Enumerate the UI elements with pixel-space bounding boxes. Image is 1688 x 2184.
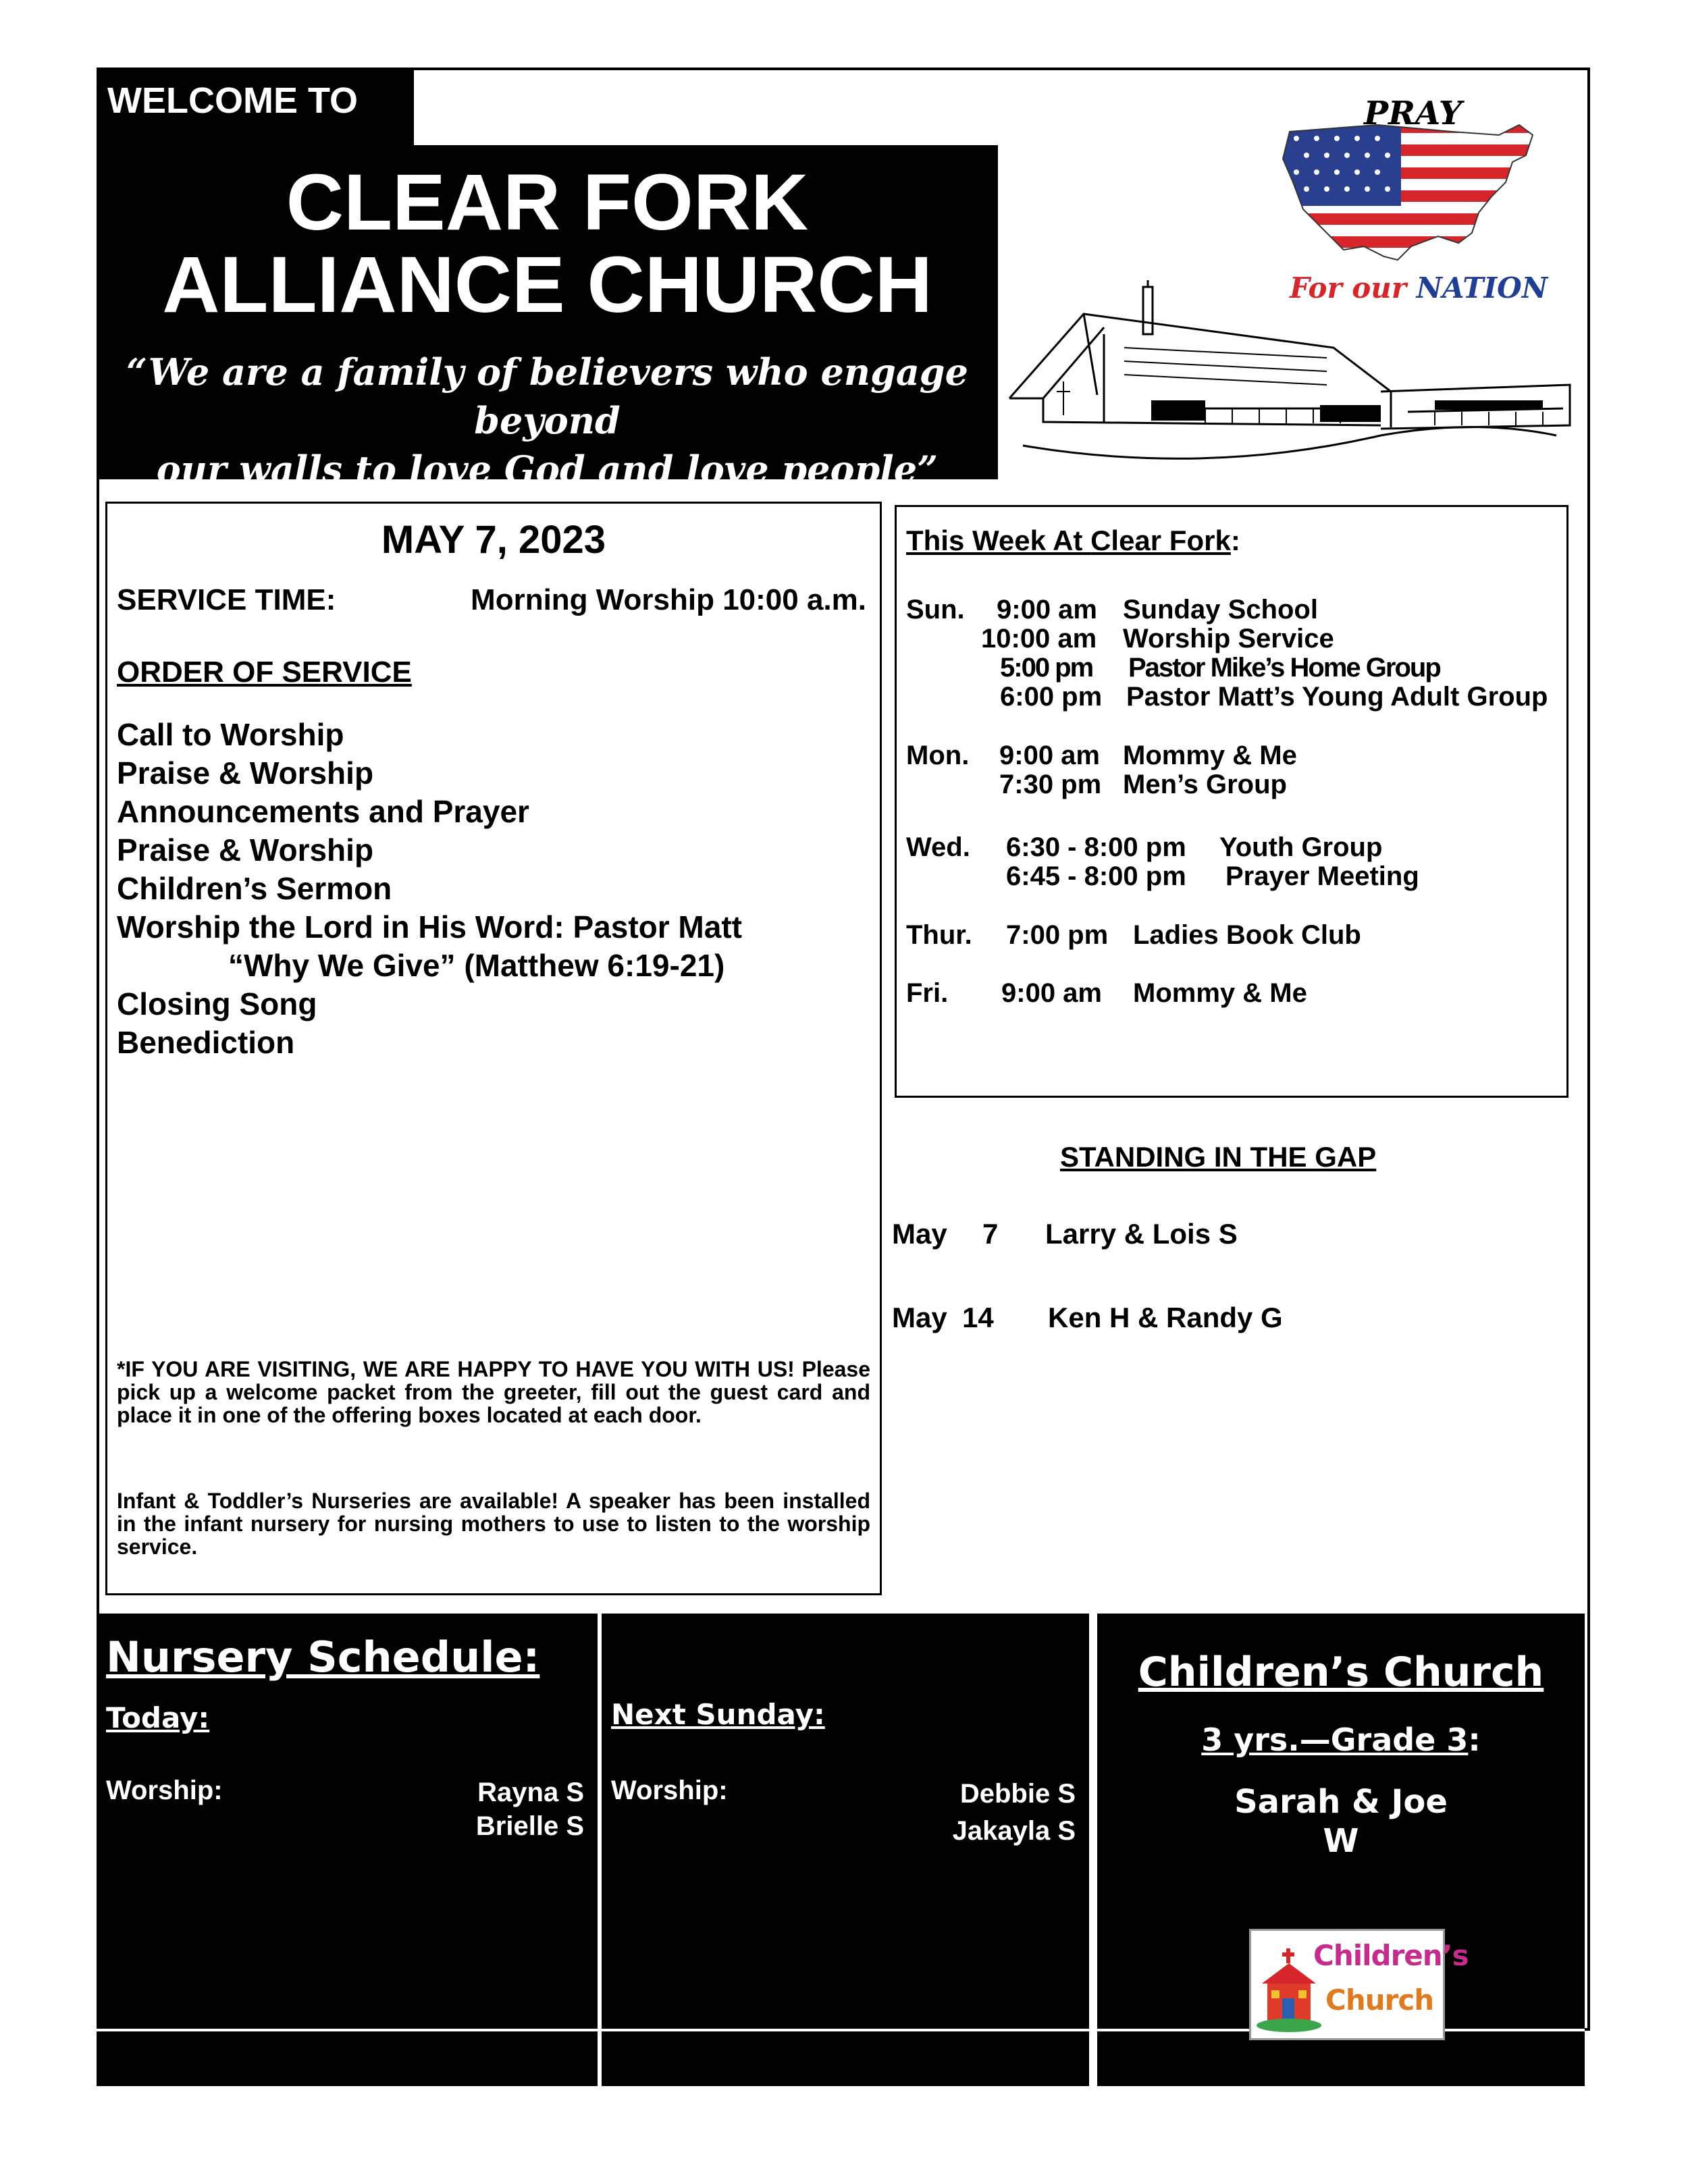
schedule-time: 9:00 am [999, 741, 1100, 770]
gap-day: 7 [982, 1218, 999, 1250]
schedule-event: Pastor Matt’s Young Adult Group [1126, 682, 1548, 712]
list-item: Closing Song [117, 986, 317, 1021]
service-time [117, 583, 870, 617]
childrens-church-leaders: Sarah & Joe W [1234, 1783, 1448, 1860]
schedule-day: Mon. [906, 741, 970, 770]
for-our-nation-text: For our NATION [1290, 271, 1548, 304]
next-sunday-label: Next Sunday: [611, 1698, 825, 1731]
schedule-time: 5:00 pm [1000, 653, 1093, 683]
schedule-event: Mommy & Me [1123, 741, 1297, 770]
pray-text: PRAY [1364, 95, 1462, 132]
list-item: Benediction [117, 1025, 295, 1060]
divider [1089, 1614, 1097, 2086]
schedule-time: 6:00 pm [1000, 682, 1103, 712]
order-of-service-list [117, 716, 742, 1062]
list-item: Announcements and Prayer [117, 794, 529, 829]
schedule-day: Sun. [906, 595, 965, 624]
list-item: Worship the Lord in His Word: Pastor Matt [117, 909, 742, 944]
order-of-service-heading: ORDER OF SERVICE [117, 656, 412, 689]
divider [598, 1614, 602, 2086]
schedule-event: Prayer Meeting [1225, 861, 1419, 891]
list-item: “Why We Give” (Matthew 6:19-21) [228, 948, 725, 983]
list-item: Praise & Worship [117, 832, 374, 868]
schoolhouse-icon [1255, 1936, 1323, 2037]
schedule-time: 6:45 - 8:00 pm [1006, 861, 1186, 891]
today-workers: Rayna S Brielle S [475, 1778, 584, 1841]
logo-word-church: Church [1325, 1983, 1434, 2017]
church-name: CLEAR FORK ALLIANCE CHURCH [162, 158, 932, 329]
schedule-event: Worship Service [1123, 624, 1334, 654]
schedule-time: 9:00 am [1001, 978, 1102, 1008]
this-week-panel [895, 505, 1568, 1098]
childrens-church-logo [1249, 1929, 1469, 2040]
schedule-day: Wed. [906, 832, 970, 862]
schedule-event: Ladies Book Club [1133, 920, 1361, 950]
nursery-note: Infant & Toddler’s Nurseries are available! A speaker has been installed in the infant nursery for nursing mothers to use to listen to the worship service. [117, 1489, 870, 1559]
childrens-church-grades: 3 yrs.—Grade 3: [1201, 1722, 1481, 1758]
schedule-time: 7:30 pm [999, 770, 1102, 799]
list-item: Call to Worship [117, 717, 344, 752]
schedule-event: Mommy & Me [1133, 978, 1307, 1008]
schedule-day: Thur. [906, 920, 972, 950]
schedule-event: Youth Group [1219, 832, 1383, 862]
visitor-note: *IF YOU ARE VISITING, WE ARE HAPPY TO HAVE YOU WITH US! Please pick up a welcome packet from the greeter, fill out the guest card and place it in one of the offering boxes located at each door. [117, 1357, 870, 1427]
list-item: Praise & Worship [117, 755, 374, 791]
nursery-today-panel [97, 1614, 598, 2086]
schedule-time: 6:30 - 8:00 pm [1006, 832, 1186, 862]
church-building-icon [1003, 273, 1577, 469]
schedule-time: 9:00 am [997, 595, 1097, 624]
worship-label: Worship: [106, 1776, 223, 1805]
schedule-event: Men’s Group [1123, 770, 1287, 799]
logo-word-childrens: Children’s [1313, 1939, 1469, 1972]
welcome-label: WELCOME TO [97, 68, 414, 145]
service-time-label: SERVICE TIME: [117, 583, 336, 616]
gap-names: Ken H & Randy G [1048, 1302, 1283, 1333]
service-time-value: Morning Worship 10:00 a.m. [471, 583, 866, 616]
title-banner [97, 145, 998, 491]
this-week-heading: This Week At Clear Fork: [906, 525, 1240, 556]
list-item: Children’s Sermon [117, 871, 392, 906]
gap-day: 14 [962, 1302, 994, 1333]
service-panel [105, 502, 882, 1595]
church-building-illustration [1003, 273, 1577, 469]
next-workers: Debbie S Jakayla S [952, 1779, 1076, 1846]
schedule-time: 10:00 am [981, 624, 1097, 654]
nursery-next-panel [602, 1614, 1089, 2086]
gap-names: Larry & Lois S [1045, 1218, 1238, 1250]
standing-in-gap-heading: STANDING IN THE GAP [1060, 1141, 1377, 1173]
service-date: MAY 7, 2023 [381, 518, 606, 562]
worship-label: Worship: [611, 1776, 728, 1805]
schedule-event: Sunday School [1123, 595, 1318, 624]
nursery-schedule-heading: Nursery Schedule: [106, 1632, 540, 1682]
childrens-church-heading: Children’s Church [1138, 1649, 1544, 1696]
schedule-time: 7:00 pm [1006, 920, 1109, 950]
schedule-event: Pastor Mike’s Home Group [1128, 653, 1440, 683]
gap-month: May [892, 1218, 947, 1250]
church-tagline: “We are a family of believers who engage beyond our walls to love God and love people” [126, 350, 968, 491]
schedule-day: Fri. [906, 978, 949, 1008]
today-label: Today: [106, 1701, 210, 1734]
gap-month: May [892, 1302, 947, 1333]
